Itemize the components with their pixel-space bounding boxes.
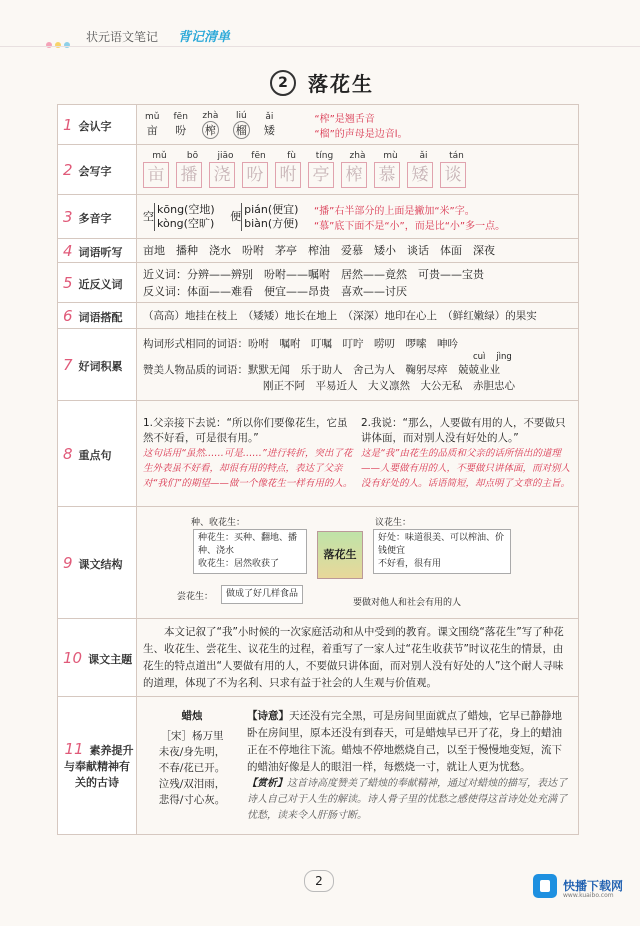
row-label	[58, 105, 137, 145]
poem-lines	[143, 728, 241, 808]
tracing-grid: 慕	[374, 162, 400, 188]
row-synonyms	[58, 263, 579, 303]
note: “榨”是翘舌音	[314, 113, 375, 125]
poem-line: 泣残/双泪雨，	[158, 777, 226, 790]
struct-conclusion: 要做对他人和社会有用的人	[353, 597, 462, 608]
row-number: 5	[63, 273, 73, 292]
row-dictation	[58, 239, 579, 263]
pinyin: mǔ	[152, 151, 167, 161]
row-number: 4	[63, 241, 73, 260]
row-number: 7	[63, 355, 73, 374]
row-key-sentences	[58, 401, 579, 507]
structure-diagram	[143, 513, 572, 613]
lesson-heading	[270, 68, 374, 97]
row-label	[58, 619, 137, 697]
struct-heading: 尝花生：	[177, 591, 214, 602]
poly-reading: biàn(方便)	[244, 216, 299, 230]
poem-meaning-tag: 【诗意】	[247, 709, 289, 722]
watermark	[527, 872, 631, 902]
write-char	[143, 151, 176, 188]
char-with-pinyin	[173, 112, 187, 138]
tracing-grid: 亭	[308, 162, 334, 188]
pinyin: fēn	[251, 151, 266, 161]
row-label	[58, 145, 137, 195]
page-number: 2	[304, 870, 334, 892]
row-title: 词语搭配	[78, 310, 123, 324]
poem-line: 悲得/寸心灰。	[158, 793, 226, 806]
struct-item: 好处：味道很美、可以榨油、价钱便宜	[378, 532, 505, 556]
antonyms-line: 反义词：体面——难看 便宜——昂贵 喜欢——讨厌	[143, 284, 407, 298]
row-number: 10	[63, 648, 83, 667]
row-poem	[58, 697, 579, 835]
write-char	[275, 151, 308, 188]
study-table	[57, 104, 579, 835]
words-line: 刚正不阿 平易近人 大义凛然 大公无私 赤胆忠心	[263, 379, 515, 392]
sentence-2	[361, 416, 571, 491]
write-chars	[143, 151, 572, 188]
polyphone-2	[230, 203, 298, 231]
brand-tag: 背记清单	[178, 30, 231, 45]
row-recognize	[58, 105, 579, 145]
collocation-text: （高高）地挂在枝上 （矮矮）地长在地上 （深深）地印在心上 （鲜红嫩绿）的果实	[137, 303, 579, 329]
words-line: 赞美人物品质的词语：默默无闻 乐于助人 舍己为人 鞠躬尽瘁 兢兢业业	[143, 363, 500, 376]
row-polyphone	[58, 195, 579, 239]
write-char	[407, 151, 440, 188]
struct-box-right	[373, 529, 511, 574]
center-title: 落花生	[317, 531, 363, 579]
pinyin: cuì	[473, 351, 486, 362]
polyphone-notes	[314, 202, 505, 232]
tracing-grid: 咐	[275, 162, 301, 188]
write-char	[308, 151, 341, 188]
row-number: 2	[63, 160, 73, 179]
write-char	[209, 151, 242, 188]
row-title: 词语听写	[78, 245, 123, 259]
poly-reading: kòng(空旷)	[157, 216, 215, 230]
poem-meaning: 天还没有完全黑，可是房间里面就点了蜡烛，它早已静静地卧在房间里，原本还没有到春天，可是蜡烛早已开了花，身上的蜡油正在不停地往下流。蜡烛不停地燃烧自己，以至于慢慢地变短，流下的蜡油好像是人的眼泪一样，每燃烧一寸，就让人更为忧愁。	[247, 709, 562, 773]
row-label	[58, 195, 137, 239]
row-title: 好词积累	[78, 359, 123, 373]
poem-line: ［宋］杨万里	[160, 729, 224, 742]
row-number: 9	[63, 553, 73, 572]
polyphone-1	[143, 203, 215, 231]
char-with-pinyin	[264, 112, 275, 138]
char-with-pinyin	[202, 111, 219, 139]
row-title: 会写字	[78, 164, 112, 178]
poem	[143, 708, 241, 824]
write-char	[440, 151, 473, 188]
pinyin: liú	[236, 110, 247, 121]
sentence-annotation: 这是“我”由花生的品质和父亲的话所悟出的道理——人要做有用的人，不要做只讲体面，而对别人没有好处的人。话语简短，却点明了文章的主旨。	[361, 448, 571, 489]
row-theme	[58, 619, 579, 697]
pinyin: ǎi	[419, 151, 428, 161]
logo-icon	[533, 874, 557, 898]
pinyin: fēn	[173, 111, 188, 122]
struct-item: 种花生：买种、翻地、播种、浇水	[198, 532, 298, 556]
decor-dots	[46, 33, 73, 52]
struct-item: 不好看，很有用	[378, 558, 442, 569]
pinyin-hints	[143, 352, 572, 362]
write-char	[374, 151, 407, 188]
poem-line: 不春/花已开。	[158, 761, 226, 774]
row-number: 8	[63, 444, 73, 463]
recognize-chars	[145, 111, 289, 139]
brand-name: 状元语文笔记	[86, 30, 159, 44]
row-label	[58, 263, 137, 303]
header-divider	[0, 46, 640, 47]
struct-heading: 议花生：	[375, 517, 412, 528]
char-with-pinyin	[233, 111, 250, 139]
row-label	[58, 507, 137, 619]
sentence-text: 1.父亲接下去说：“所以你们要像花生，它虽然不好看，可是很有用。”	[143, 417, 348, 444]
pinyin: tán	[449, 151, 464, 161]
row-structure	[58, 507, 579, 619]
row-title: 重点句	[78, 448, 112, 462]
poly-char: 便	[230, 209, 242, 223]
tracing-grid: 榨	[341, 162, 367, 188]
sentence-text: 2.我说：“那么，人要做有用的人，不要做只讲体面，而对别人没有好处的人。”	[361, 417, 566, 444]
struct-item: 收花生：居然收获了	[198, 558, 280, 569]
pinyin: zhà	[202, 110, 219, 121]
pinyin: tíng	[315, 151, 334, 161]
row-number: 1	[63, 115, 73, 134]
pinyin: zhà	[349, 151, 366, 161]
row-label	[58, 697, 137, 835]
write-char	[341, 151, 374, 188]
poem-explanation	[241, 708, 572, 824]
poly-char: 空	[143, 209, 154, 223]
watermark-url: www.kuaibo.com	[563, 892, 614, 899]
tracing-grid: 谈	[440, 162, 466, 188]
tracing-grid: 播	[176, 162, 202, 188]
watermark-text: 快播下载网	[563, 879, 624, 893]
sentence-1	[143, 416, 353, 491]
pinyin: jiāo	[217, 151, 234, 161]
top-banner	[0, 0, 640, 60]
row-title: 素养提升与奉献精神有关的古诗	[64, 744, 134, 789]
theme-text: 本文记叙了“我”小时候的一次家庭活动和从中受到的教育。课文围绕“落花生”写了种花生、收花生、尝花生、议花生的过程，着重写了一家人过“花生收获节”时议花生的情景，由花生的特点道出“人要做有用的人，不要做只讲体面，而对别人没有好处的人”这个耐人寻味的道理，体现了不为名利、只求有益于社会的人生观与价值观。	[137, 619, 579, 697]
tracing-grid: 矮	[407, 162, 433, 188]
poem-line: 未夜/身先明，	[158, 745, 226, 758]
lesson-title: 落花生	[308, 72, 374, 96]
char-with-pinyin	[145, 112, 159, 138]
dictation-words: 亩地 播种 浇水 吩咐 茅亭 榨油 爱慕 矮小 谈话 体面 深夜	[137, 239, 579, 263]
row-label	[58, 401, 137, 507]
poem-appreciation: 这首诗高度赞美了蜡烛的奉献精神，通过对蜡烛的描写，表达了诗人自己对于人生的解读。诗人骨子里的忧愁之感使得这首诗处处充满了忧愁，读来令人肝肠寸断。	[247, 777, 567, 821]
note: “慕”底下面不是“小”，而是比“小”多一点。	[313, 220, 506, 232]
row-title: 会认字	[78, 119, 112, 133]
row-good-words	[58, 329, 579, 401]
hanzi: 亩	[146, 123, 158, 137]
row-write	[58, 145, 579, 195]
lesson-number: 2	[270, 70, 296, 96]
tracing-grid: 亩	[143, 162, 169, 188]
tracing-grid: 浇	[209, 162, 235, 188]
hanzi: 吩	[175, 123, 187, 137]
row-title: 课文主题	[88, 652, 133, 666]
pinyin: ǎi	[265, 111, 274, 122]
row-collocation	[58, 303, 579, 329]
pinyin: jìng	[496, 351, 512, 362]
struct-heading: 种、收花生：	[191, 517, 246, 528]
poly-reading: kōng(空地)	[157, 202, 215, 216]
pinyin: bō	[186, 151, 199, 161]
note: “播”右半部分的上面是撇加“米”字。	[313, 205, 475, 217]
hanzi: 榴	[233, 121, 250, 139]
pinyin: mǔ	[145, 111, 160, 122]
recognize-notes	[314, 110, 407, 140]
row-number: 6	[63, 306, 73, 325]
row-title: 课文结构	[78, 557, 123, 571]
row-label	[58, 303, 137, 329]
poem-appreciation-tag: 【赏析】	[247, 777, 287, 789]
write-char	[242, 151, 275, 188]
synonyms-line: 近义词：分辨——辨别 吩咐——嘱咐 居然——竟然 可贵——宝贵	[143, 267, 484, 281]
row-title: 多音字	[78, 211, 112, 225]
pinyin: mù	[383, 151, 398, 161]
row-number: 11	[64, 740, 84, 758]
note: “榴”的声母是边音l。	[314, 128, 408, 140]
hanzi: 榨	[202, 121, 219, 139]
row-label	[58, 329, 137, 401]
write-char	[176, 151, 209, 188]
sentence-annotation: 这句话用“虽然……可是……”进行转折，突出了花生外表虽不好看，却很有用的特点，表达了父亲对“我们”的期望——做一个像花生一样有用的人。	[143, 448, 353, 489]
poly-reading: pián(便宜)	[244, 202, 299, 216]
struct-box-left	[193, 529, 307, 574]
tracing-grid: 吩	[242, 162, 268, 188]
struct-item: 做成了好几样食品	[221, 585, 303, 604]
pinyin: fù	[287, 151, 296, 161]
poem-title: 蜡烛	[181, 709, 203, 722]
row-number: 3	[63, 207, 73, 226]
words-line: 构词形式相同的词语：吩咐 嘱咐 叮嘱 叮咛 唠叨 啰嗦 呻吟	[143, 337, 458, 350]
row-label	[58, 239, 137, 263]
row-title: 近反义词	[78, 277, 123, 291]
hanzi: 矮	[263, 123, 275, 137]
